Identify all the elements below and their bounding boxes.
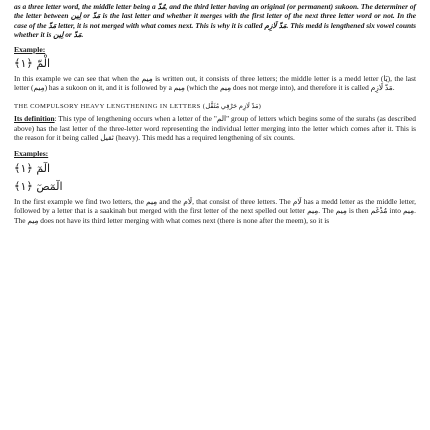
definition-label: Its definition — [14, 114, 55, 124]
explanation-paragraph-1: In this example we can see that when the مِيم is written out, it consists of three letters; the middle letter is a medd letter (يَا), the last letter (مِيم) has a sukoon on it, and it is followed by a مِيم (which the مِيم does not merge into), and therefore it is called مَدّ لَازِم. — [14, 74, 417, 93]
definition-text: : This type of lengthening occurs when a letter of the "الم" group of letters which begins some of the surahs (as described above) has the last letter of the three-letter word representing the individual letter merging into the letter which comes after it. This is the reason for it being called ثقيل (heavy). This medd has a required lengthening of six counts. — [14, 114, 416, 143]
example-arabic-verse-2: الٓمٓ ﴿١﴾ — [14, 161, 51, 175]
example-arabic-verse: الْمّ ﴿١﴾ — [14, 57, 51, 71]
definition-paragraph — [14, 114, 416, 142]
intro-paragraph: as a three letter word, the middle letter being a مُدّ, and the third letter having an original (or permanent) sukoon. The determiner of the letter between لِين or مَدّ is the last letter and whether it merges with the first letter of the next three letter word or not. In the case of the مَدّ letter, it is not merged with what comes next. This is why it is called مَدّ لَازِم. This medd is lengthened six vowel counts whether it is لِين or مَدّ. — [14, 2, 416, 40]
spacer — [14, 93, 416, 100]
example-label: Example: — [14, 44, 46, 54]
example-arabic-verse-3: الٓمٓصٓ ﴿١﴾ — [14, 179, 63, 193]
examples-label: Examples: — [14, 149, 49, 159]
explanation-paragraph-2: In the first example we find two letters, the مِيم and the لَام, that consist of three letters. The لَام has a medd letter as the middle letter, followed by a letter that is a saakinah but merged with the first letter of the next spelled out letter مِيم. The مِيم is then مُدْغَم into مِيم. The مِيم does not have its third letter merging with what comes next (there is none after the meem), so it is — [14, 196, 416, 225]
section-heading: THE COMPULSORY HEAVY LENGTHENING IN LETTERS (مَدّ لَازِم حَرْفِي مُثَقَّل) — [14, 102, 262, 110]
spacer — [14, 142, 416, 149]
